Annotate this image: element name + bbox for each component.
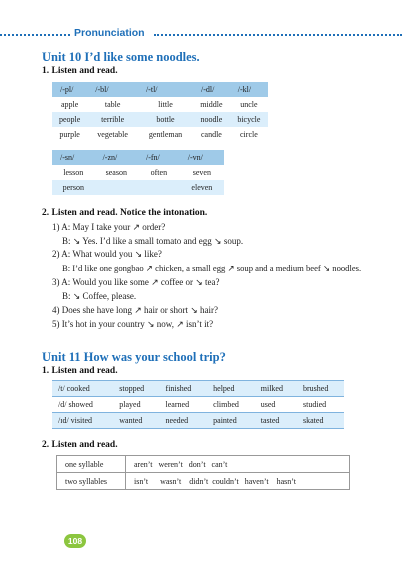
- table-cell: [138, 180, 180, 195]
- table-cell: studied: [297, 397, 344, 413]
- table-cell: gentleman: [148, 130, 183, 139]
- dialogue-text: ↘ Coffee, please.: [72, 291, 137, 301]
- dialogue-label: 1) A:: [52, 222, 71, 232]
- table-row: [52, 165, 224, 180]
- table-row: [52, 397, 344, 413]
- table-cell: aren’t weren’t don’t can’t: [126, 456, 350, 473]
- table-cell: needed: [160, 413, 208, 429]
- table-cell: [95, 180, 138, 195]
- syllable-table-l: [52, 82, 268, 142]
- dialogue-text: What would you ↘ like?: [72, 249, 162, 259]
- table-cell: learned: [160, 397, 208, 413]
- table-cell: brushed: [297, 381, 344, 397]
- table-header-cell: /-zn/: [95, 150, 138, 165]
- dialogue-label: 2) A:: [52, 249, 71, 259]
- table-cell: tasted: [255, 413, 297, 429]
- unit10-section2-heading: 2. Listen and read. Notice the intonation.: [42, 208, 208, 218]
- table-cell: painted: [207, 413, 255, 429]
- table-cell: table: [104, 100, 121, 109]
- dialogue-text: Would you like some ↗ coffee or ↘ tea?: [72, 277, 220, 287]
- unit10-section1-heading: 1. Listen and read.: [42, 66, 118, 76]
- table-cell: season: [105, 168, 127, 177]
- table-cell: noodle: [193, 112, 230, 127]
- table-cell: purple: [59, 130, 80, 139]
- unit10-title: Unit 10 I’d like some noodles.: [42, 50, 200, 64]
- table-row: [52, 97, 268, 112]
- table-cell: /d/ showed: [52, 397, 113, 413]
- table-cell: circle: [240, 130, 258, 139]
- table-cell: eleven: [180, 180, 224, 195]
- dialogue-text: ↘ Yes. I’d like a small tomato and egg ↘ soup.: [72, 236, 244, 246]
- past-tense-table: [52, 380, 344, 429]
- page-number: 108: [64, 534, 86, 548]
- unit11-section1-heading: 1. Listen and read.: [42, 366, 118, 376]
- dialogue-label: B:: [62, 291, 71, 301]
- dialogue-label: B:: [62, 263, 71, 273]
- section-title: Pronunciation: [74, 27, 145, 39]
- dialogue-text: I’d like one gongbao ↗ chicken, a small egg ↗ soup and a medium beef ↘ noodles.: [72, 263, 362, 273]
- unit11-title: Unit 11 How was your school trip?: [42, 350, 226, 364]
- table-cell: milked: [255, 381, 297, 397]
- table-cell: terrible: [87, 112, 138, 127]
- dialogue-line: [62, 263, 361, 274]
- dialogue-label: B:: [62, 236, 71, 246]
- table-row: [52, 413, 344, 429]
- table-cell: people: [52, 112, 87, 127]
- table-cell: one syllable: [57, 456, 126, 473]
- table-cell: played: [113, 397, 159, 413]
- dialogue-line: [52, 305, 218, 316]
- table-cell: little: [158, 100, 173, 109]
- dialogue-label: 5): [52, 319, 60, 329]
- table-cell: /t/ cooked: [52, 381, 113, 397]
- table-row: [52, 180, 224, 195]
- table-header-cell: /-pl/: [52, 82, 87, 97]
- table-cell: apple: [60, 100, 79, 109]
- dialogue-text: It’s hot in your country ↘ now, ↗ isn’t it?: [61, 319, 214, 329]
- table-cell: often: [150, 168, 168, 177]
- header-dots-right: [154, 34, 402, 36]
- table-header-cell: /-fn/: [138, 150, 180, 165]
- syllable-table-n: [52, 150, 224, 195]
- table-cell: candle: [200, 130, 222, 139]
- table-row: [52, 127, 268, 142]
- dialogue-line: [52, 319, 213, 330]
- table-header-cell: /-sn/: [52, 150, 95, 165]
- table-row: [52, 112, 268, 127]
- header-dots-left: [0, 34, 70, 36]
- dialogue-line: [52, 222, 165, 233]
- dialogue-line: [62, 291, 136, 302]
- table-cell: climbed: [207, 397, 255, 413]
- table-header-cell: /-bl/: [87, 82, 138, 97]
- dialogue-text: May I take your ↗ order?: [72, 222, 166, 232]
- table-cell: finished: [160, 381, 208, 397]
- table-header-cell: /-dl/: [193, 82, 230, 97]
- dialogue-text: Does she have long ↗ hair or short ↘ hair?: [61, 305, 219, 315]
- table-cell: bicycle: [230, 112, 268, 127]
- table-cell: uncle: [240, 100, 258, 109]
- table-cell: person: [52, 180, 95, 195]
- table-row: [52, 381, 344, 397]
- table-cell: vegetable: [97, 130, 128, 139]
- dialogue-label: 4): [52, 305, 60, 315]
- table-row: [57, 456, 350, 473]
- table-cell: /ɪd/ visited: [52, 413, 113, 429]
- table-cell: helped: [207, 381, 255, 397]
- dialogue-line: [62, 236, 243, 247]
- dialogue-label: 3) A:: [52, 277, 71, 287]
- table-header-cell: /-kl/: [230, 82, 268, 97]
- table-cell: wanted: [113, 413, 159, 429]
- table-cell: seven: [192, 168, 211, 177]
- table-cell: used: [255, 397, 297, 413]
- table-cell: bottle: [138, 112, 193, 127]
- table-cell: isn’t wasn’t didn’t couldn’t haven’t hasn’t: [126, 473, 350, 490]
- table-header-cell: /-vn/: [180, 150, 224, 165]
- table-cell: two syllables: [57, 473, 126, 490]
- table-row: [57, 473, 350, 490]
- dialogue-line: [52, 277, 220, 288]
- table-header-cell: /-tl/: [138, 82, 193, 97]
- table-cell: middle: [200, 100, 223, 109]
- contraction-table: [56, 455, 350, 490]
- table-cell: skated: [297, 413, 344, 429]
- unit11-section2-heading: 2. Listen and read.: [42, 440, 118, 450]
- table-cell: stopped: [113, 381, 159, 397]
- dialogue-line: [52, 249, 162, 260]
- table-cell: lesson: [63, 168, 84, 177]
